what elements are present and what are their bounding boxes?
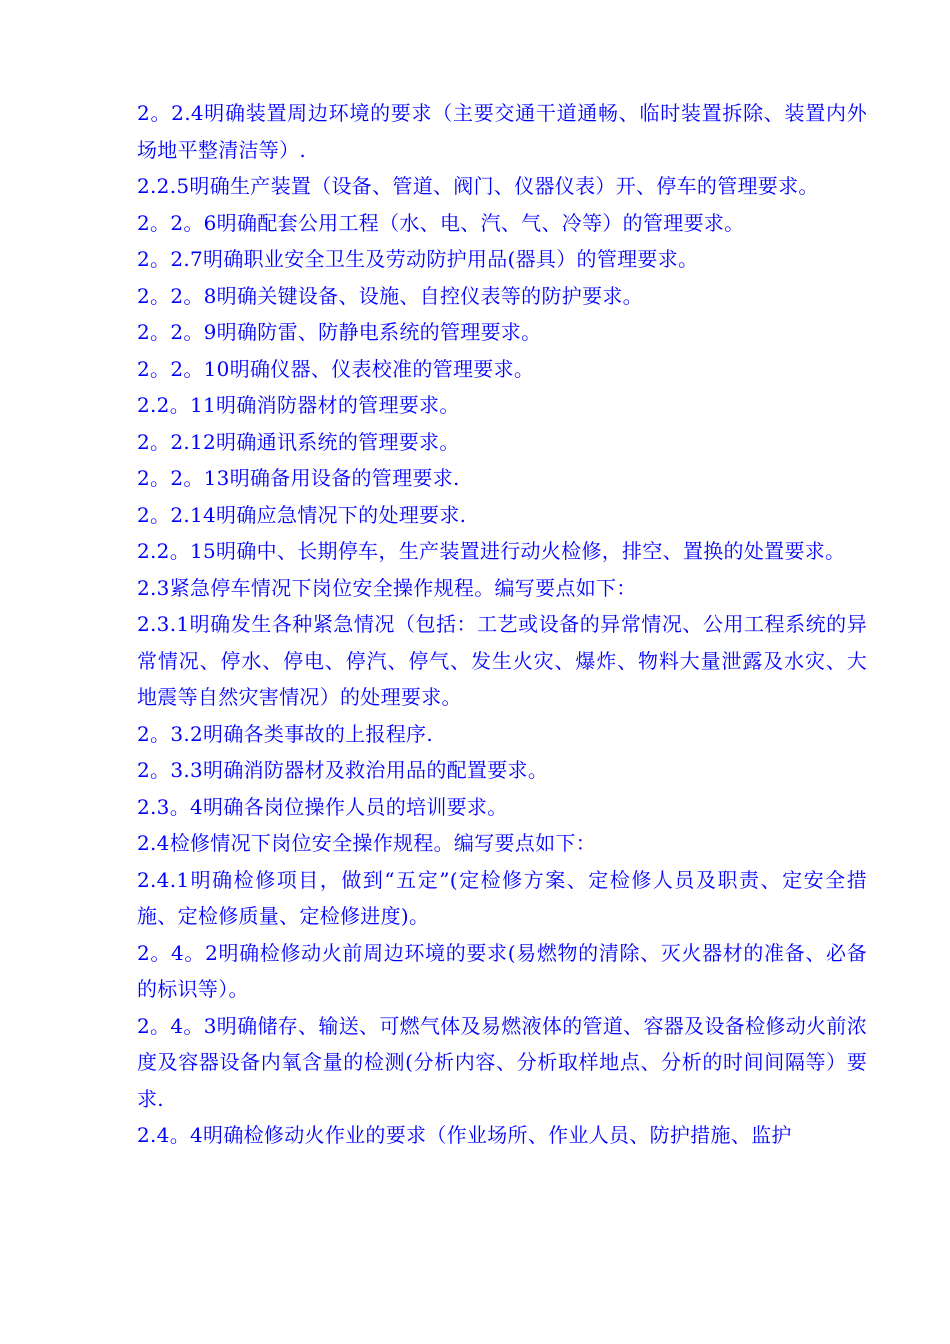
paragraph: 2.2。15明确中、长期停车，生产装置进行动火检修，排空、置换的处置要求。 [137, 539, 846, 563]
document-body [137, 95, 867, 1154]
paragraph: 2.3.1明确发生各种紧急情况（包括：工艺或设备的异常情况、公用工程系统的异常情况、停水、停电、停汽、停气、发生火灾、爆炸、物料大量泄露及水灾、大地震等自然灾害情况）的处理要求。 [137, 612, 867, 709]
paragraph: 2。2。6明确配套公用工程（水、电、汽、气、冷等）的管理要求。 [137, 210, 745, 235]
paragraph: 2.3。4明确各岗位操作人员的培训要求。 [137, 794, 508, 819]
paragraph: 2。2。10明确仪器、仪表校准的管理要求。 [137, 356, 535, 381]
paragraph: 2。2。9明确防雷、防静电系统的管理要求。 [137, 320, 542, 344]
paragraph: 2。3.2明确各类事故的上报程序. [137, 721, 433, 746]
paragraph: 2。3.3明确消防器材及救治用品的配置要求。 [137, 758, 549, 782]
paragraph: 2。2.4明确装置周边环境的要求（主要交通干道通畅、临时装置拆除、装置内外场地平整清洁等）. [137, 101, 867, 162]
paragraph: 2。2。8明确关键设备、设施、自控仪表等的防护要求。 [137, 283, 643, 308]
paragraph: 2。2.7明确职业安全卫生及劳动防护用品(器具）的管理要求。 [137, 247, 699, 271]
paragraph: 2.4.1明确检修项目，做到“五定”(定检修方案、定检修人员及职责、定安全措施、定检修质量、定检修进度)。 [137, 867, 867, 928]
section-heading: 2.4检修情况下岗位安全操作规程。编写要点如下： [137, 831, 597, 855]
section-heading: 2.3紧急停车情况下岗位安全操作规程。编写要点如下： [137, 575, 637, 600]
paragraph: 2。2。13明确备用设备的管理要求. [137, 466, 460, 490]
paragraph: 2。2.14明确应急情况下的处理要求. [137, 502, 467, 527]
paragraph: 2.4。4明确检修动火作业的要求（作业场所、作业人员、防护措施、监护 [137, 1123, 792, 1147]
paragraph: 2。4。3明确储存、输送、可燃气体及易燃液体的管道、容器及设备检修动火前浓度及容器设备内氧含量的检测(分析内容、分析取样地点、分析的时间间隔等）要求. [137, 1013, 867, 1111]
paragraph: 2。4。2明确检修动火前周边环境的要求(易燃物的清除、灭火器材的准备、必备的标识等）。 [137, 940, 867, 1001]
paragraph: 2.2。11明确消防器材的管理要求。 [137, 393, 460, 417]
paragraph: 2.2.5明确生产装置（设备、管道、阀门、仪器仪表）开、停车的管理要求。 [137, 174, 819, 198]
paragraph: 2。2.12明确通讯系统的管理要求。 [137, 429, 460, 454]
